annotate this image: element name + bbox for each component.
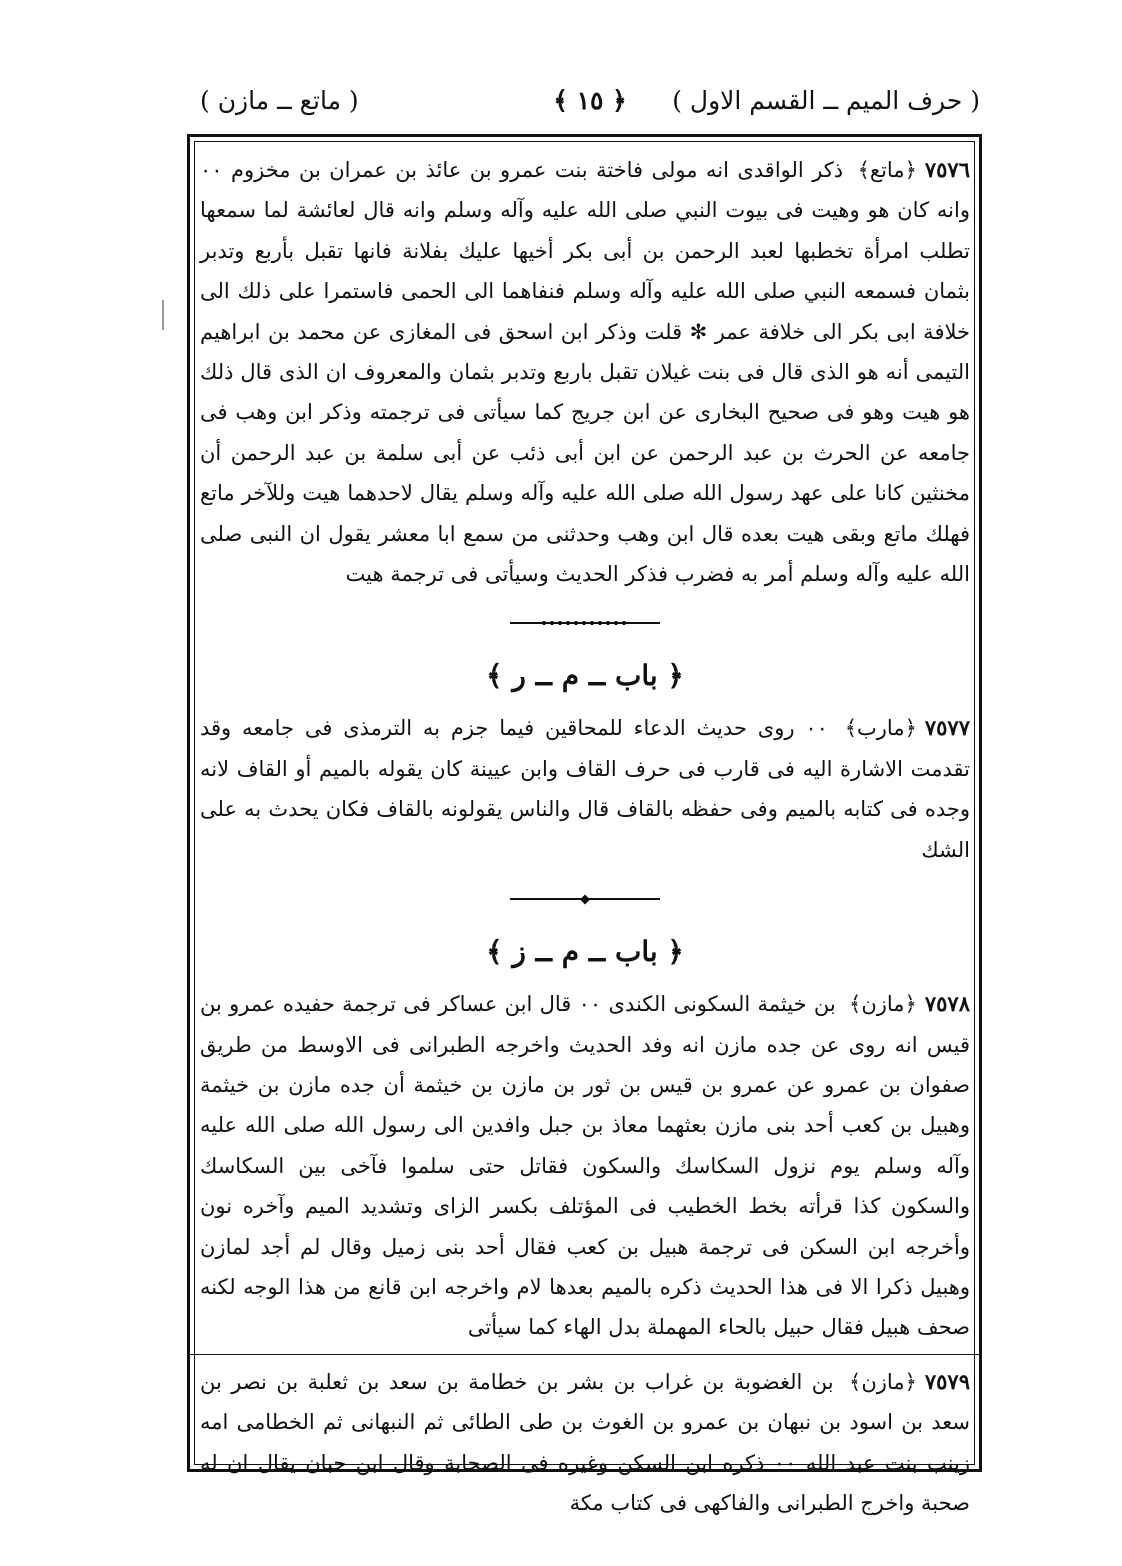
entry-text: بن خيثمة السكونى الكندى ٠٠ قال ابن عساكر فى ترجمة حفيده عمرو بن قيس انه روى عن جده مازن انه وفد الحديث واخرجه الطبرانى فى الاوسط من طريق صفوان بن عمرو عن عمرو بن قيس بن ثور بن مازن بن خيثمة أن جده مازن بن خيثمة وهبيل بن كعب أحد بنى مازن بعثهما معاذ بن جبل وافدين الى رسول الله صلى الله عليه وآله وسلم يوم نزول السكاسك والسكون فقاتل حتى سلموا فآخى بين السكاسك والسكون كذا قرأته بخط الخطيب فى المؤتلف بكسر الزاى وتشديد الميم وآخره نون وأخرجه ابن السكن فى ترجمة هبيل بن كعب فقال أحد بنى زميل وقال لم أجد لمازن وهبيل ذكرا الا فى هذا الحديث ذكره بالميم بعدها لام واخرجه ابن قانع من هذا الوجه لكنه صحف هبيل فقال حبيل بالحاء المهملة بدل الهاء كما سيأتى — [200, 992, 970, 1340]
section-divider-ornament — [510, 620, 660, 626]
entry-text: بن الغضوبة بن غراب بن بشر بن خطامة بن سعد بن ثعلبة بن نصر بن سعد بن اسود بن نبهان بن عمرو بن الغوث بن طى الطائى ثم النبهانى ثم الخطامى امه زينب بنت عبد الله ٠٠ ذكره ابن السكن وغيره فى الصحابة وقال ابن حبان يقال ان له صحبة واخرج الطبرانى والفاكهى فى كتاب مكة — [200, 1369, 970, 1515]
page-content — [200, 150, 970, 1523]
header-entry-range: ( ماتع ــ مازن ) — [200, 86, 359, 115]
entry-number: ٧٥٧٨ — [924, 991, 970, 1017]
chapter-heading-mim-zay: ﴿ باب ــ م ــ ز ﴾ — [486, 935, 684, 969]
entry-7577 — [200, 708, 970, 870]
running-header — [200, 86, 980, 126]
entry-7576 — [200, 150, 970, 594]
header-section-title: ( حرف الميم ــ القسم الاول ) — [672, 86, 980, 115]
margin-mark — [162, 300, 164, 330]
entry-7579 — [200, 1362, 970, 1524]
section-divider-ornament — [510, 896, 660, 902]
entry-number: ٧٥٧٧ — [924, 715, 970, 741]
entry-separator — [190, 1354, 980, 1356]
entry-7578 — [200, 984, 970, 1348]
page-number: ﴿ ١٥ ﴾ — [553, 86, 627, 115]
entry-name: ﴿مازن﴾ — [849, 1369, 917, 1394]
entry-name: ﴿ماتع﴾ — [857, 158, 917, 182]
entry-text: ٠٠ روى حديث الدعاء للمحاقين فيما جزم به الترمذى فى جامعه وقد تقدمت الاشارة اليه فى قارب فى حرف القاف وابن عيينة كان يقوله بالميم أو القاف لانه وجده فى كتابه بالميم وفى حفظه بالقاف قال والناس يقولونه بالقاف فكان يحدث به على الشك — [200, 716, 970, 862]
entry-name: ﴿مازن﴾ — [849, 992, 917, 1017]
entry-number: ٧٥٧٦ — [924, 157, 970, 182]
entry-name: ﴿مارب﴾ — [844, 716, 917, 741]
chapter-heading-mim-ra: ﴿ باب ــ م ــ ر ﴾ — [486, 659, 684, 693]
entry-text: ذكر الواقدى انه مولى فاختة بنت عمرو بن عائذ بن عمران بن مخزوم ٠٠ وانه كان هو وهيت فى بيوت النبي صلى الله عليه وآله وسلم وانه قال لعائشة لما سمعها تطلب امرأة تخطبها لعبد الرحمن بن أبى بكر أخيها عليك بفلانة فانها تقبل بأربع وتدبر بثمان فسمعه النبي صلى الله عليه وآله وسلم فنفاهما الى الحمى فاستمرا على ذلك الى خلافة ابى بكر الى خلافة عمر ✻ قلت وذكر ابن اسحق فى المغازى عن محمد بن ابراهيم التيمى أنه هو الذى قال فى بنت غيلان تقبل باربع وتدبر بثمان والمعروف ان الذى قال ذلك هو هيت وهو فى صحيح البخارى عن ابن جريج كما سيأتى فى ترجمته وذكر ابن وهب فى جامعه عن الحرث بن عبد الرحمن عن ابن أبى ذئب عن أبى سلمة بن عبد الرحمن أن مخنثين كانا على عهد رسول الله صلى الله عليه وآله وسلم يقال لاحدهما هيت وللآخر ماتع فهلك ماتع وبقى هيت بعده قال ابن وهب وحدثنى من سمع ابا معشر يقول ان النبى صلى الله عليه وآله وسلم أمر به فضرب فذكر الحديث وسيأتى فى ترجمة هيت — [200, 158, 970, 587]
entry-number: ٧٥٧٩ — [924, 1368, 970, 1394]
